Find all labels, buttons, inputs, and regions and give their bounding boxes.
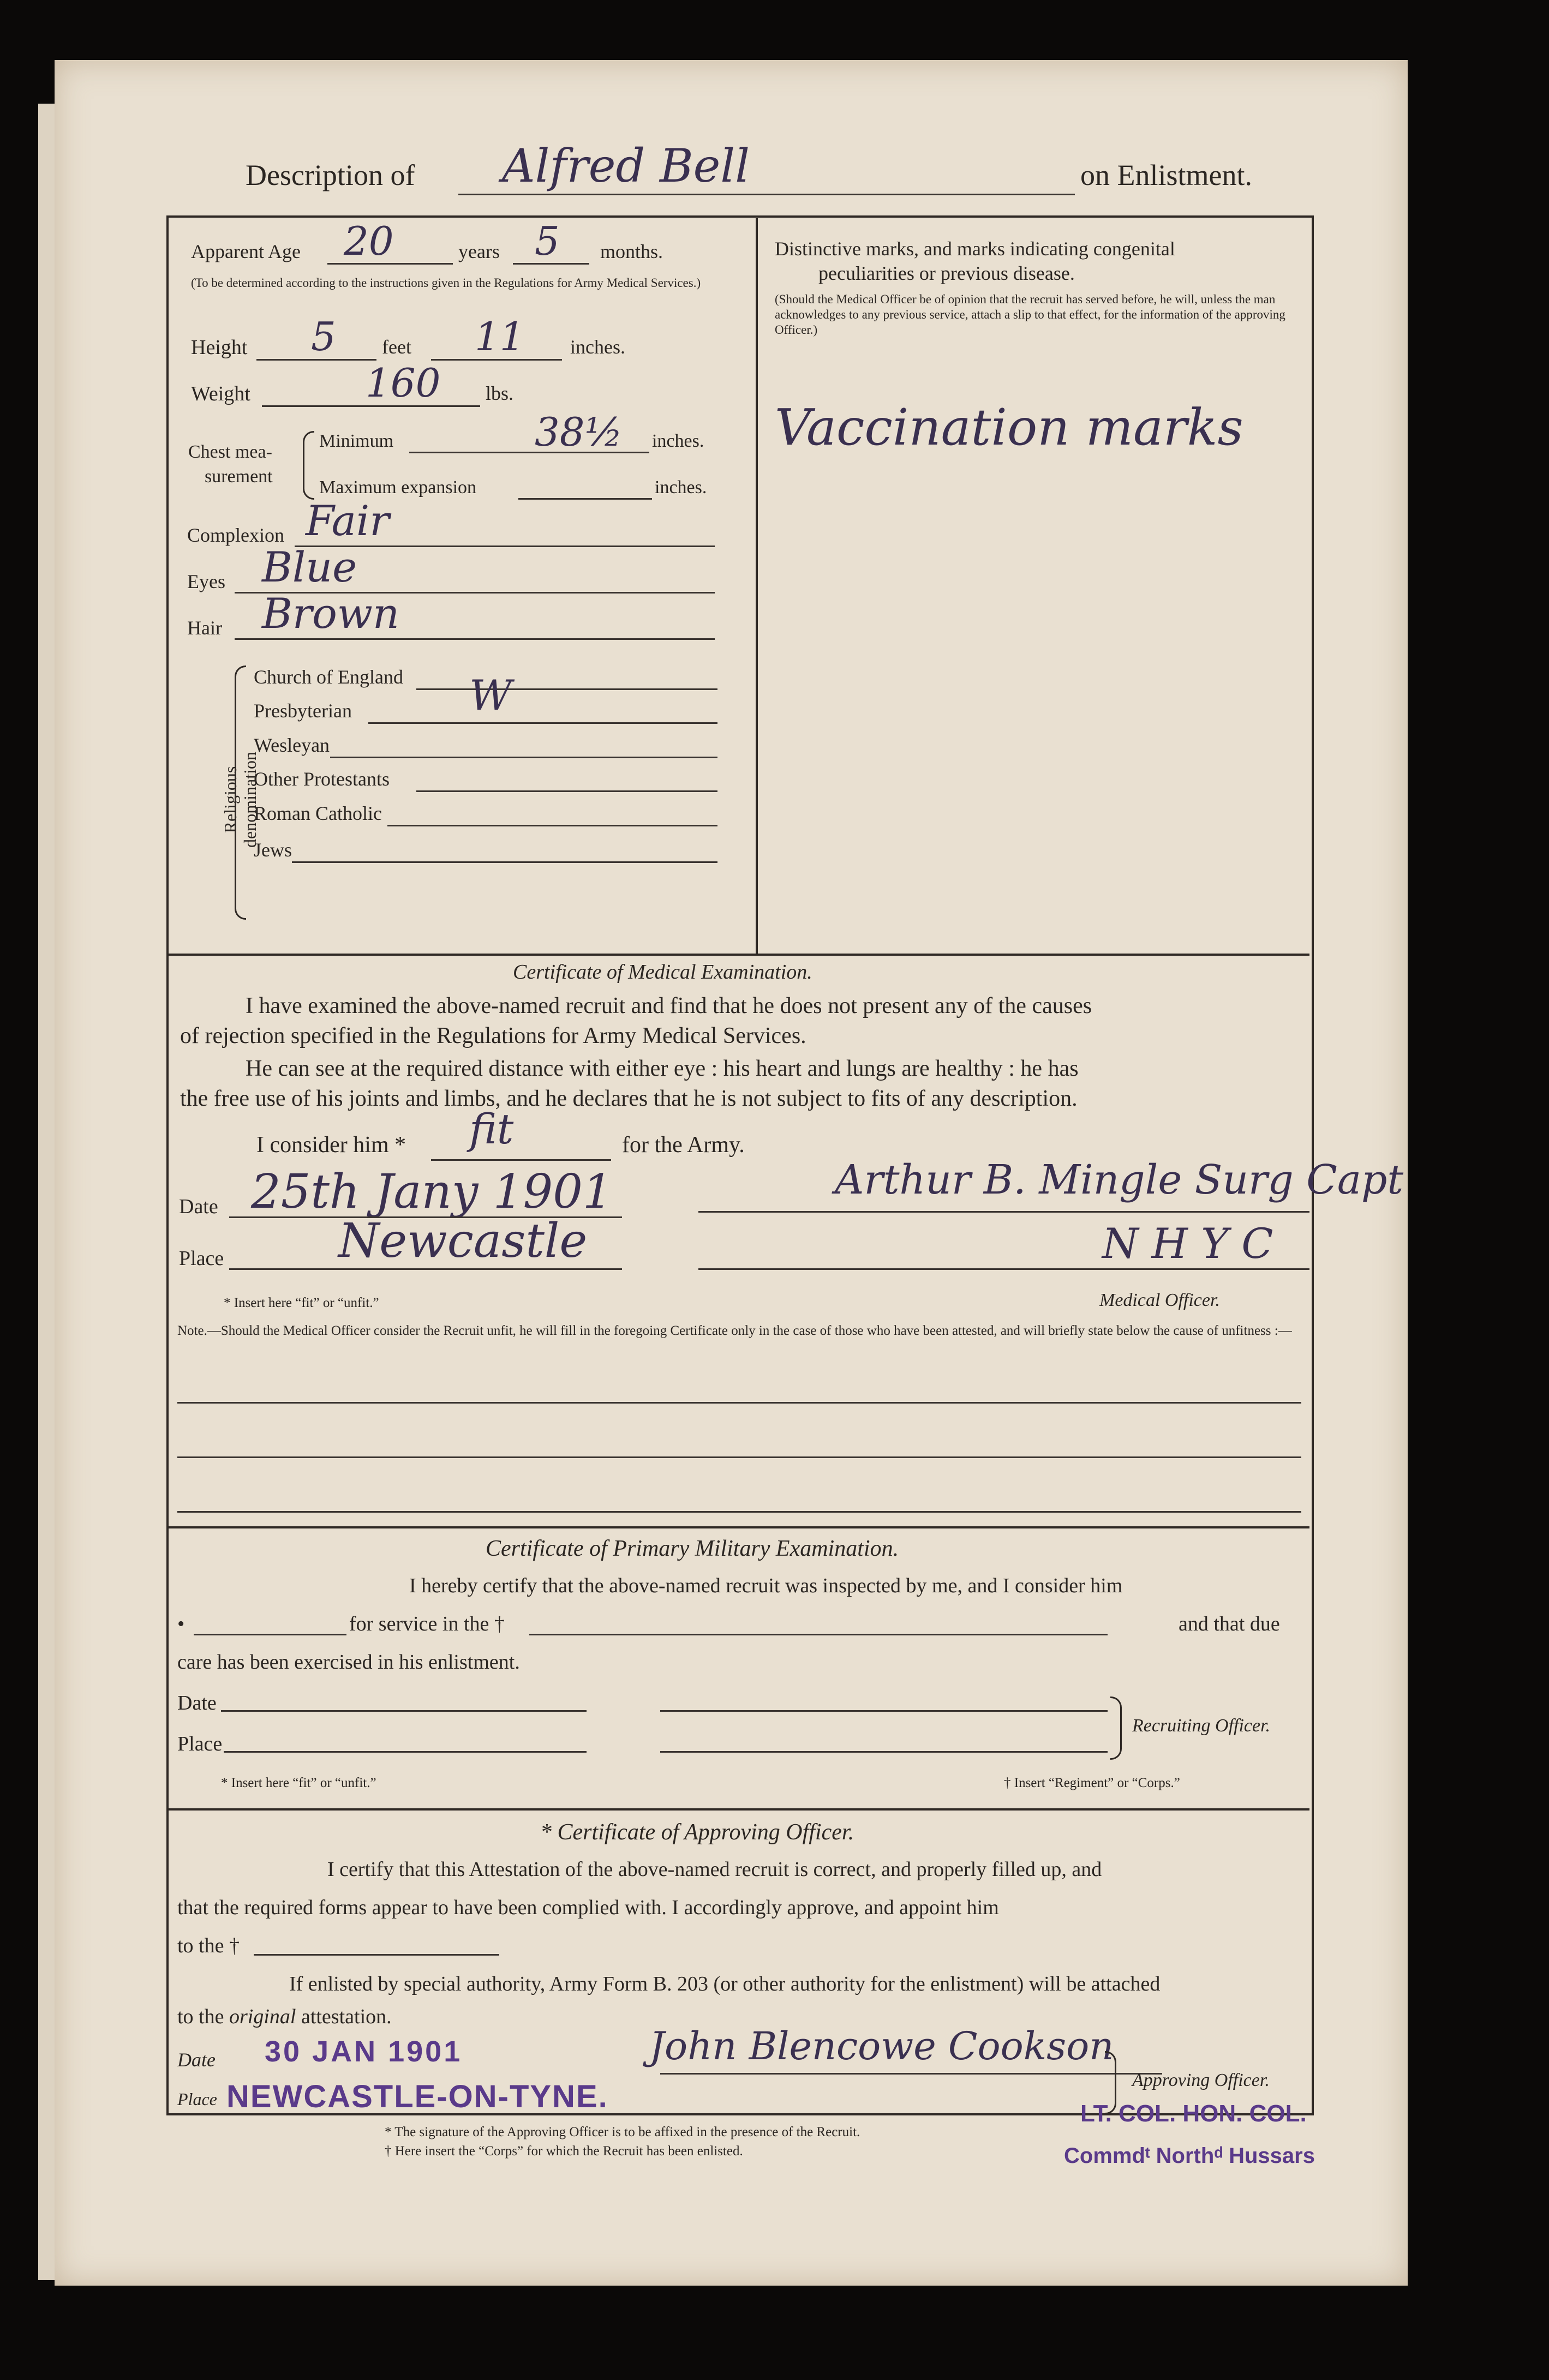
consider-value: fit: [469, 1105, 514, 1153]
approving-title: * Certificate of Approving Officer.: [540, 1820, 854, 1845]
military-title: Certificate of Primary Military Examination.: [486, 1536, 899, 1561]
and-that-due: and that due: [1179, 1612, 1280, 1635]
religion-option: Other Protestants: [254, 768, 390, 790]
marks-note: (Should the Medical Officer be of opinion that the recruit has served before, he will, unless the man acknowledges to any previous service, attach a slip to that effect, for the information of the approving Officer.): [775, 292, 1285, 337]
religion-mark: W: [469, 671, 512, 720]
recruiting-brace: [1110, 1696, 1122, 1760]
medical-para1-line1: I have examined the above-named recruit and find that he does not present any of the causes: [246, 993, 1092, 1018]
medical-date-label: Date: [179, 1195, 218, 1218]
military-star: •: [177, 1612, 185, 1635]
religion-option-line: [387, 825, 717, 826]
religion-option: Roman Catholic: [254, 802, 382, 824]
chest-minimum-value: 38½: [535, 409, 623, 455]
consider-line: [431, 1159, 611, 1161]
military-note-right: † Insert “Regiment” or “Corps.”: [1004, 1776, 1180, 1790]
approving-footnote-2: † Here insert the “Corps” for which the Recruit has been enlisted.: [385, 2144, 743, 2159]
chest-expansion-line: [518, 498, 652, 500]
military-line1: I hereby certify that the above-named recruit was inspected by me, and I consider him: [409, 1574, 1123, 1597]
approving-date-label: Date: [177, 2049, 216, 2071]
military-note-left: * Insert here “fit” or “unfit.”: [221, 1776, 376, 1790]
age-years-value: 20: [344, 218, 394, 264]
approving-line1: I certify that this Attestation of the above-named recruit is correct, and properly filled up, and: [327, 1858, 1102, 1881]
religion-option: Presbyterian: [254, 700, 352, 722]
chest-brace: [303, 431, 314, 500]
unfitness-line-1: [177, 1402, 1301, 1404]
military-line3: care has been exercised in his enlistment.: [177, 1651, 520, 1674]
months-label: months.: [600, 241, 663, 262]
name-line: [458, 194, 1075, 195]
medical-signature: Arthur B. Mingle Surg Capt: [835, 1156, 1404, 1203]
military-date-line: [221, 1710, 587, 1712]
weight-line: [262, 405, 480, 407]
medical-insert-note: * Insert here “fit” or “unfit.”: [224, 1296, 379, 1310]
years-label: years: [458, 241, 500, 262]
medical-signature-line-2: [698, 1268, 1309, 1270]
medical-date-value: 25th Jany 1901: [251, 1165, 613, 1219]
religion-option: Jews: [254, 839, 292, 861]
medical-title: Certificate of Medical Examination.: [513, 961, 812, 984]
medical-para1-line2: of rejection specified in the Regulations for Army Medical Services.: [180, 1023, 806, 1048]
religion-brace: [235, 666, 246, 920]
weight-label: Weight: [191, 382, 250, 405]
height-inches-line: [431, 359, 562, 361]
chest-label-2: surement: [205, 466, 273, 487]
marks-entry: Vaccination marks: [775, 398, 1243, 457]
unfitness-line-3: [177, 1511, 1301, 1513]
chest-label-1: Chest mea-: [188, 442, 272, 462]
medical-place-label: Place: [179, 1247, 224, 1270]
to-the-label: to the †: [177, 1934, 240, 1957]
age-months-line: [513, 263, 589, 265]
inches-label: inches.: [570, 336, 625, 358]
header-suffix: on Enlistment.: [1080, 159, 1252, 191]
medical-place-value: Newcastle: [338, 1214, 588, 1268]
attestation-form: [55, 60, 1408, 2286]
section-divider-medical: [169, 954, 1309, 956]
military-date-label: Date: [177, 1692, 217, 1714]
medical-note: Note.—Should the Medical Officer consider the Recruit unfit, he will fill in the foregoing Certificate only in the case of those who have been attested, and will briefly state below the cause of unfitness :—: [177, 1323, 1292, 1338]
complexion-line: [295, 545, 715, 547]
recruiting-signature-line-2: [660, 1751, 1108, 1753]
chest-min-unit: inches.: [652, 431, 704, 451]
consider-label: I consider him *: [256, 1132, 406, 1158]
chest-max-unit: inches.: [655, 477, 707, 497]
hair-value: Brown: [262, 589, 399, 638]
corps-line: [254, 1954, 499, 1956]
medical-signature-line: [698, 1211, 1309, 1213]
line5-prefix: to the: [177, 2005, 224, 2028]
approving-date-stamp: 30 JAN 1901: [265, 2035, 463, 2068]
height-feet-line: [256, 359, 376, 361]
approving-line4: If enlisted by special authority, Army Form B. 203 (or other authority for the enlistment) will be attached: [289, 1973, 1161, 1995]
religion-option: Church of England: [254, 666, 403, 688]
height-inches-value: 11: [475, 314, 525, 359]
religion-label: Religious denomination: [220, 752, 260, 848]
age-months-value: 5: [535, 218, 560, 264]
approving-place-stamp: NEWCASTLE-ON-TYNE.: [226, 2079, 608, 2114]
marks-heading-2: peculiarities or previous disease.: [818, 262, 1075, 284]
height-feet-value: 5: [311, 314, 336, 359]
age-years-line: [327, 263, 453, 265]
recruit-name: Alfred Bell: [502, 139, 750, 193]
military-place-label: Place: [177, 1732, 223, 1755]
chest-minimum-line: [409, 452, 649, 453]
medical-officer-label: Medical Officer.: [1099, 1290, 1220, 1310]
height-label: Height: [191, 336, 248, 359]
approving-officer-label: Approving Officer.: [1132, 2070, 1270, 2090]
medical-place-line: [229, 1268, 622, 1270]
fit-unfit-line: [194, 1634, 346, 1635]
recruiting-officer-label: Recruiting Officer.: [1132, 1716, 1271, 1736]
religion-option: Wesleyan: [254, 734, 330, 756]
approving-line5: [177, 2005, 392, 2029]
chest-minimum-label: Minimum: [319, 431, 394, 451]
military-place-line: [224, 1751, 587, 1753]
weight-value: 160: [366, 360, 441, 406]
complexion-value: Fair: [306, 496, 390, 545]
section-divider-military: [169, 1526, 1309, 1528]
approving-place-label: Place: [177, 2089, 217, 2109]
hair-label: Hair: [187, 617, 222, 639]
line5-suffix: attestation.: [301, 2005, 392, 2028]
approving-signature: John Blencowe Cookson: [649, 2024, 1114, 2069]
age-note: (To be determined according to the instructions given in the Regulations for Army Medical Services.): [191, 276, 701, 290]
eyes-value: Blue: [262, 543, 357, 591]
header-prefix: Description of: [246, 159, 415, 191]
for-service-label: for service in the †: [349, 1612, 505, 1635]
command-stamp: Commdᵗ Northᵈ Hussars: [1064, 2144, 1315, 2168]
rank-stamp: LT. COL. HON. COL.: [1080, 2100, 1307, 2127]
eyes-label: Eyes: [187, 571, 225, 592]
section-divider-approving: [169, 1808, 1309, 1811]
religion-option-line: [416, 688, 718, 690]
line5-italic: original: [229, 2005, 296, 2028]
for-the-army: for the Army.: [622, 1132, 745, 1158]
medical-para2-line2: the free use of his joints and limbs, and he declares that he is not subject to fits of any description.: [180, 1086, 1078, 1111]
complexion-label: Complexion: [187, 524, 284, 546]
religion-option-line: [416, 790, 718, 792]
approving-line2: that the required forms appear to have been complied with. I accordingly approve, and appoint him: [177, 1896, 999, 1919]
feet-label: feet: [382, 336, 411, 358]
medical-para2-line1: He can see at the required distance with either eye : his heart and lungs are healthy : he has: [246, 1056, 1079, 1081]
lbs-label: lbs.: [486, 382, 514, 404]
approving-footnote-1: * The signature of the Approving Officer is to be affixed in the presence of the Recruit.: [385, 2125, 860, 2139]
column-divider: [756, 218, 758, 955]
service-line: [529, 1634, 1108, 1635]
religion-option-line: [292, 861, 717, 863]
medical-signature-unit: N H Y C: [1102, 1219, 1273, 1268]
marks-heading-1: Distinctive marks, and marks indicating congenital: [775, 238, 1175, 260]
chest-expansion-label: Maximum expansion: [319, 477, 477, 497]
apparent-age-label: Apparent Age: [191, 241, 301, 262]
religion-option-line: [368, 722, 717, 724]
hair-line: [235, 638, 715, 640]
religion-option-line: [330, 757, 717, 758]
approving-signature-line: [660, 2073, 1162, 2075]
recruiting-signature-line-1: [660, 1710, 1108, 1712]
unfitness-line-2: [177, 1456, 1301, 1458]
